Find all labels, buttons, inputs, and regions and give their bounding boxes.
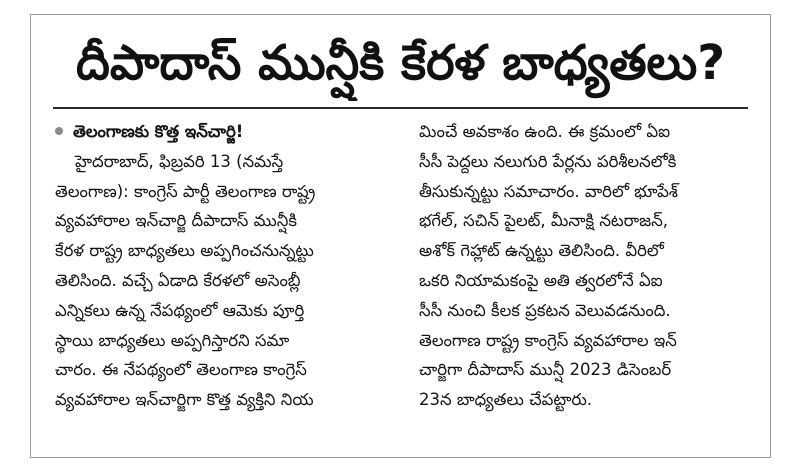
left-column — [55, 117, 397, 415]
body-line: వ్యవహారాల ఇన్‌చార్జిగా కొత్త వ్యక్తిని నియ — [55, 390, 314, 410]
body-line: తెలంగాణ రాష్ట్ర కాంగ్రెస్ వ్యవహారాల ఇన్ — [419, 330, 677, 350]
body-line: తెలిసింది. వచ్చే ఏడాది కేరళలో అసెంబ్లీ — [55, 270, 301, 290]
body-line: ఎన్నికలు ఉన్న నేపథ్యంలో ఆమెకు పూర్తి — [55, 300, 305, 320]
news-clipping — [30, 14, 771, 458]
body-line: చార్జిగా దీపాదాస్ మున్షీ 2023 డిసెంబర్ — [419, 360, 672, 380]
body-line: చారం. ఈ నేపథ్యంలో తెలంగాణ కాంగ్రెస్ — [55, 360, 307, 380]
body-line: 23న బాధ్యతలు చేపట్టారు. — [419, 390, 593, 410]
body-line: సీసీ పెద్దలు నలుగురి పేర్లను పరిశీలనలోకి — [419, 151, 677, 171]
body-line: తీసుకున్నట్టు సమాచారం. వారిలో భూపేశ్ — [419, 181, 678, 201]
headline-divider — [53, 107, 748, 109]
subheading-text: తెలంగాణకు కొత్త ఇన్‌చార్జి! — [73, 122, 244, 141]
subheading — [55, 117, 397, 147]
body-line: వ్యవహారాల ఇన్‌చార్జి దీపాదాస్ మున్షీకి — [55, 211, 297, 231]
right-column — [419, 117, 752, 415]
bullet-icon — [55, 127, 63, 135]
body-line: సీసీ నుంచి కీలక ప్రకటన వెలువడనుంది. — [419, 300, 671, 320]
headline: దీపాదాస్ మున్షీకి కేరళ బాధ్యతలు? — [75, 35, 726, 91]
body-line: అశోక్ గెహ్లాట్ ఉన్నట్టు తెలిసింది. వీరిలో — [419, 241, 664, 261]
body-line: కేరళ రాష్ట్ర బాధ్యతలు అప్పగించనున్నట్టు — [55, 241, 314, 261]
body-line: స్థాయి బాధ్యతలు అప్పగిస్తారని సమా — [55, 330, 290, 350]
body-line: హైదరాబాద్, ఫిబ్రవరి 13 (నమస్తే — [75, 151, 284, 171]
body-line: మించే అవకాశం ఉంది. ఈ క్రమంలో ఏఐ — [419, 122, 671, 141]
body-line: భగేల్, సచిన్ పైలట్, మీనాక్షి నటరాజన్, — [419, 211, 669, 231]
body-line: ఒకరి నియామకంపై అతి త్వరలోనే ఏఐ — [419, 270, 663, 290]
body-line: తెలంగాణ): కాంగ్రెస్ పార్టీ తెలంగాణ రాష్ట్ర — [55, 181, 316, 201]
